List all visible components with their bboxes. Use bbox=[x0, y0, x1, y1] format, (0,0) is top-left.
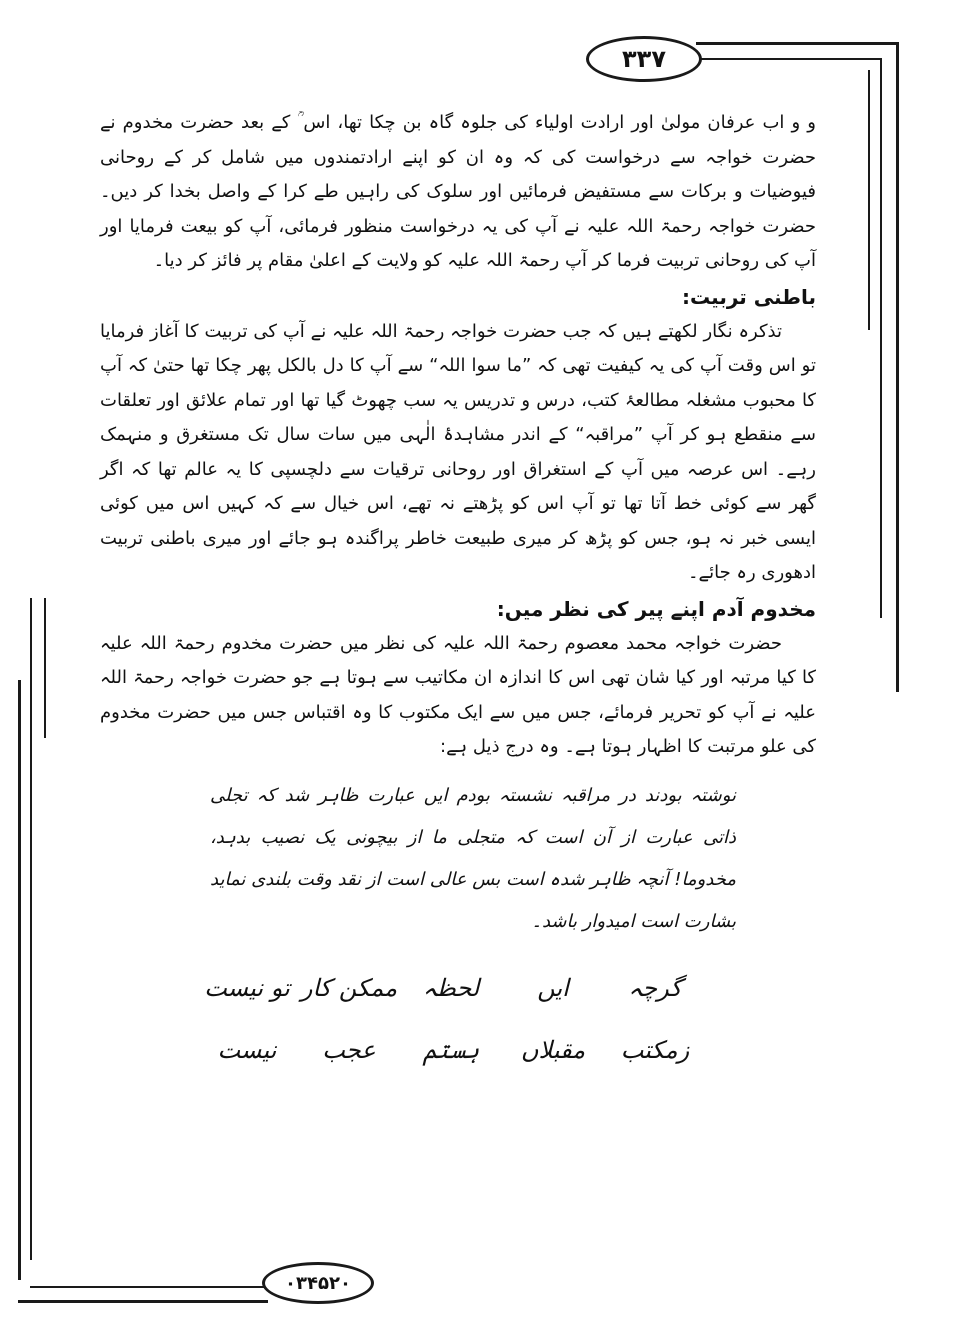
persian-quote: نوشتہ بودند در مراقبہ نشستہ بودم ایں عبارت ظاہر شد کہ تجلی ذاتی عبارت از آن است کہ متجلی ما از بیچونی یک نصیب بدہد، مخدوما! آنچہ ظاہر شدہ است بس عالی است از نقد وقت بلندی نماید بشارت است امیدوار باشد۔ bbox=[210, 784, 736, 932]
frame-bottom-inner bbox=[30, 1286, 264, 1288]
frame-left-outer bbox=[18, 680, 21, 1280]
frame-top-inner bbox=[696, 58, 880, 60]
verse-word: مقبلاں bbox=[520, 1035, 586, 1064]
verse-line-1 bbox=[100, 957, 816, 1019]
footer-label: ۰۳۴۵۲۰ bbox=[285, 1272, 351, 1294]
verse-word: لحظہ bbox=[422, 973, 480, 1002]
section-heading-makhdoom-adam: مخدوم آدم اپنے پیر کی نظر میں: bbox=[496, 596, 816, 621]
frame-bottom-outer bbox=[18, 1300, 268, 1303]
frame-right-inner bbox=[880, 58, 882, 618]
frame-right-step bbox=[868, 70, 870, 330]
verse-word: گرچہ bbox=[628, 973, 682, 1002]
frame-left-step bbox=[44, 598, 46, 738]
verse-word: ایں bbox=[537, 973, 569, 1002]
paragraph-makhdoom-adam: حضرت خواجہ محمد معصوم رحمۃ اللہ علیہ کی نظر میں حضرت مخدوم رحمۃ اللہ علیہ کا کیا مرتبہ اور کیا شان تھی اس کا اندازہ ان مکاتیب سے ہوتا ہے جو حضرت خواجہ رحمۃ اللہ علیہ نے آپ کو تحریر فرمائے، جس میں سے ایک مکتوب کا وہ اقتباس جس میں حضرت مخدوم کی علو مرتبت کا اظہار ہوتا ہے۔ وہ درج ذیل ہے: bbox=[100, 632, 816, 757]
section-heading-batini-tarbiyat: باطنی تربیت: bbox=[681, 284, 816, 309]
page-number-badge bbox=[586, 36, 702, 82]
frame-right-outer bbox=[896, 42, 899, 692]
verse-word: نیست bbox=[217, 1035, 277, 1064]
page-content bbox=[100, 106, 816, 1081]
verse-word: ہستم bbox=[422, 1035, 480, 1064]
verse-line-2 bbox=[100, 1019, 816, 1081]
paragraph-batini-tarbiyat: تذکرہ نگار لکھتے ہیں کہ جب حضرت خواجہ رحمۃ اللہ علیہ نے آپ کی تربیت کا آغاز فرمایا تو اس وقت آپ کی یہ کیفیت تھی کہ ”ما سوا اللہ“ سے آپ کا دل بالکل پھر چکا تھا حتیٰ کہ آپ کا محبوب مشغلہ مطالعۂ کتب، درس و تدریس یہ سب چھوٹ گیا تھا اور تمام علائق اور تعلقات سے منقطع ہو کر آپ ”مراقبہ“ کے اندر مشاہدۂ الٰہی میں سات سال تک مستغرق و منہمک رہے۔ اس عرصہ میں آپ کے استغراق اور روحانی ترقیات سے دلچسپی کا یہ عالم تھا کہ اگر گھر سے کوئی خط آتا تھا تو آپ اس کو پڑھتے نہ تھے، اس خیال سے کہ کہیں اس میں کوئی ایسی خبر نہ ہو، جس کو پڑھ کر میری طبیعت خاطر پراگندہ ہو جائے اور میری باطنی تربیت ادھوری رہ جائے۔ bbox=[100, 320, 816, 583]
frame-left-inner bbox=[30, 598, 32, 1260]
footer-badge bbox=[262, 1262, 374, 1304]
page-number: ۳۳۷ bbox=[622, 45, 666, 73]
paragraph-intro: و و اب عرفان مولیٰ اور ارادت اولیاء کی جلوہ گاہ بن چکا تھا، اس ؒ کے بعد حضرت مخدوم نے حضرت خواجہ سے درخواست کی کہ وہ ان کو اپنے ارادتمندوں میں شامل کر کے روحانی فیوضیات و برکات سے مستفیض فرمائیں اور سلوک کی راہیں طے کرا کے واصل بخدا کر دیں۔ حضرت خواجہ رحمۃ اللہ علیہ نے آپ کی یہ درخواست منظور فرمائی، آپ کو بیعت فرمایا اور آپ کی روحانی تربیت فرما کر آپ رحمۃ اللہ علیہ کو ولایت کے اعلیٰ مقام پر فائز کر دیا۔ bbox=[100, 112, 816, 271]
verse-word: زمکتب bbox=[620, 1035, 690, 1064]
verse-word: تو نیست bbox=[204, 973, 290, 1002]
verse-word: ممکن کار bbox=[300, 973, 398, 1002]
verse-word: عجب bbox=[322, 1035, 376, 1064]
frame-top-outer bbox=[696, 42, 896, 45]
